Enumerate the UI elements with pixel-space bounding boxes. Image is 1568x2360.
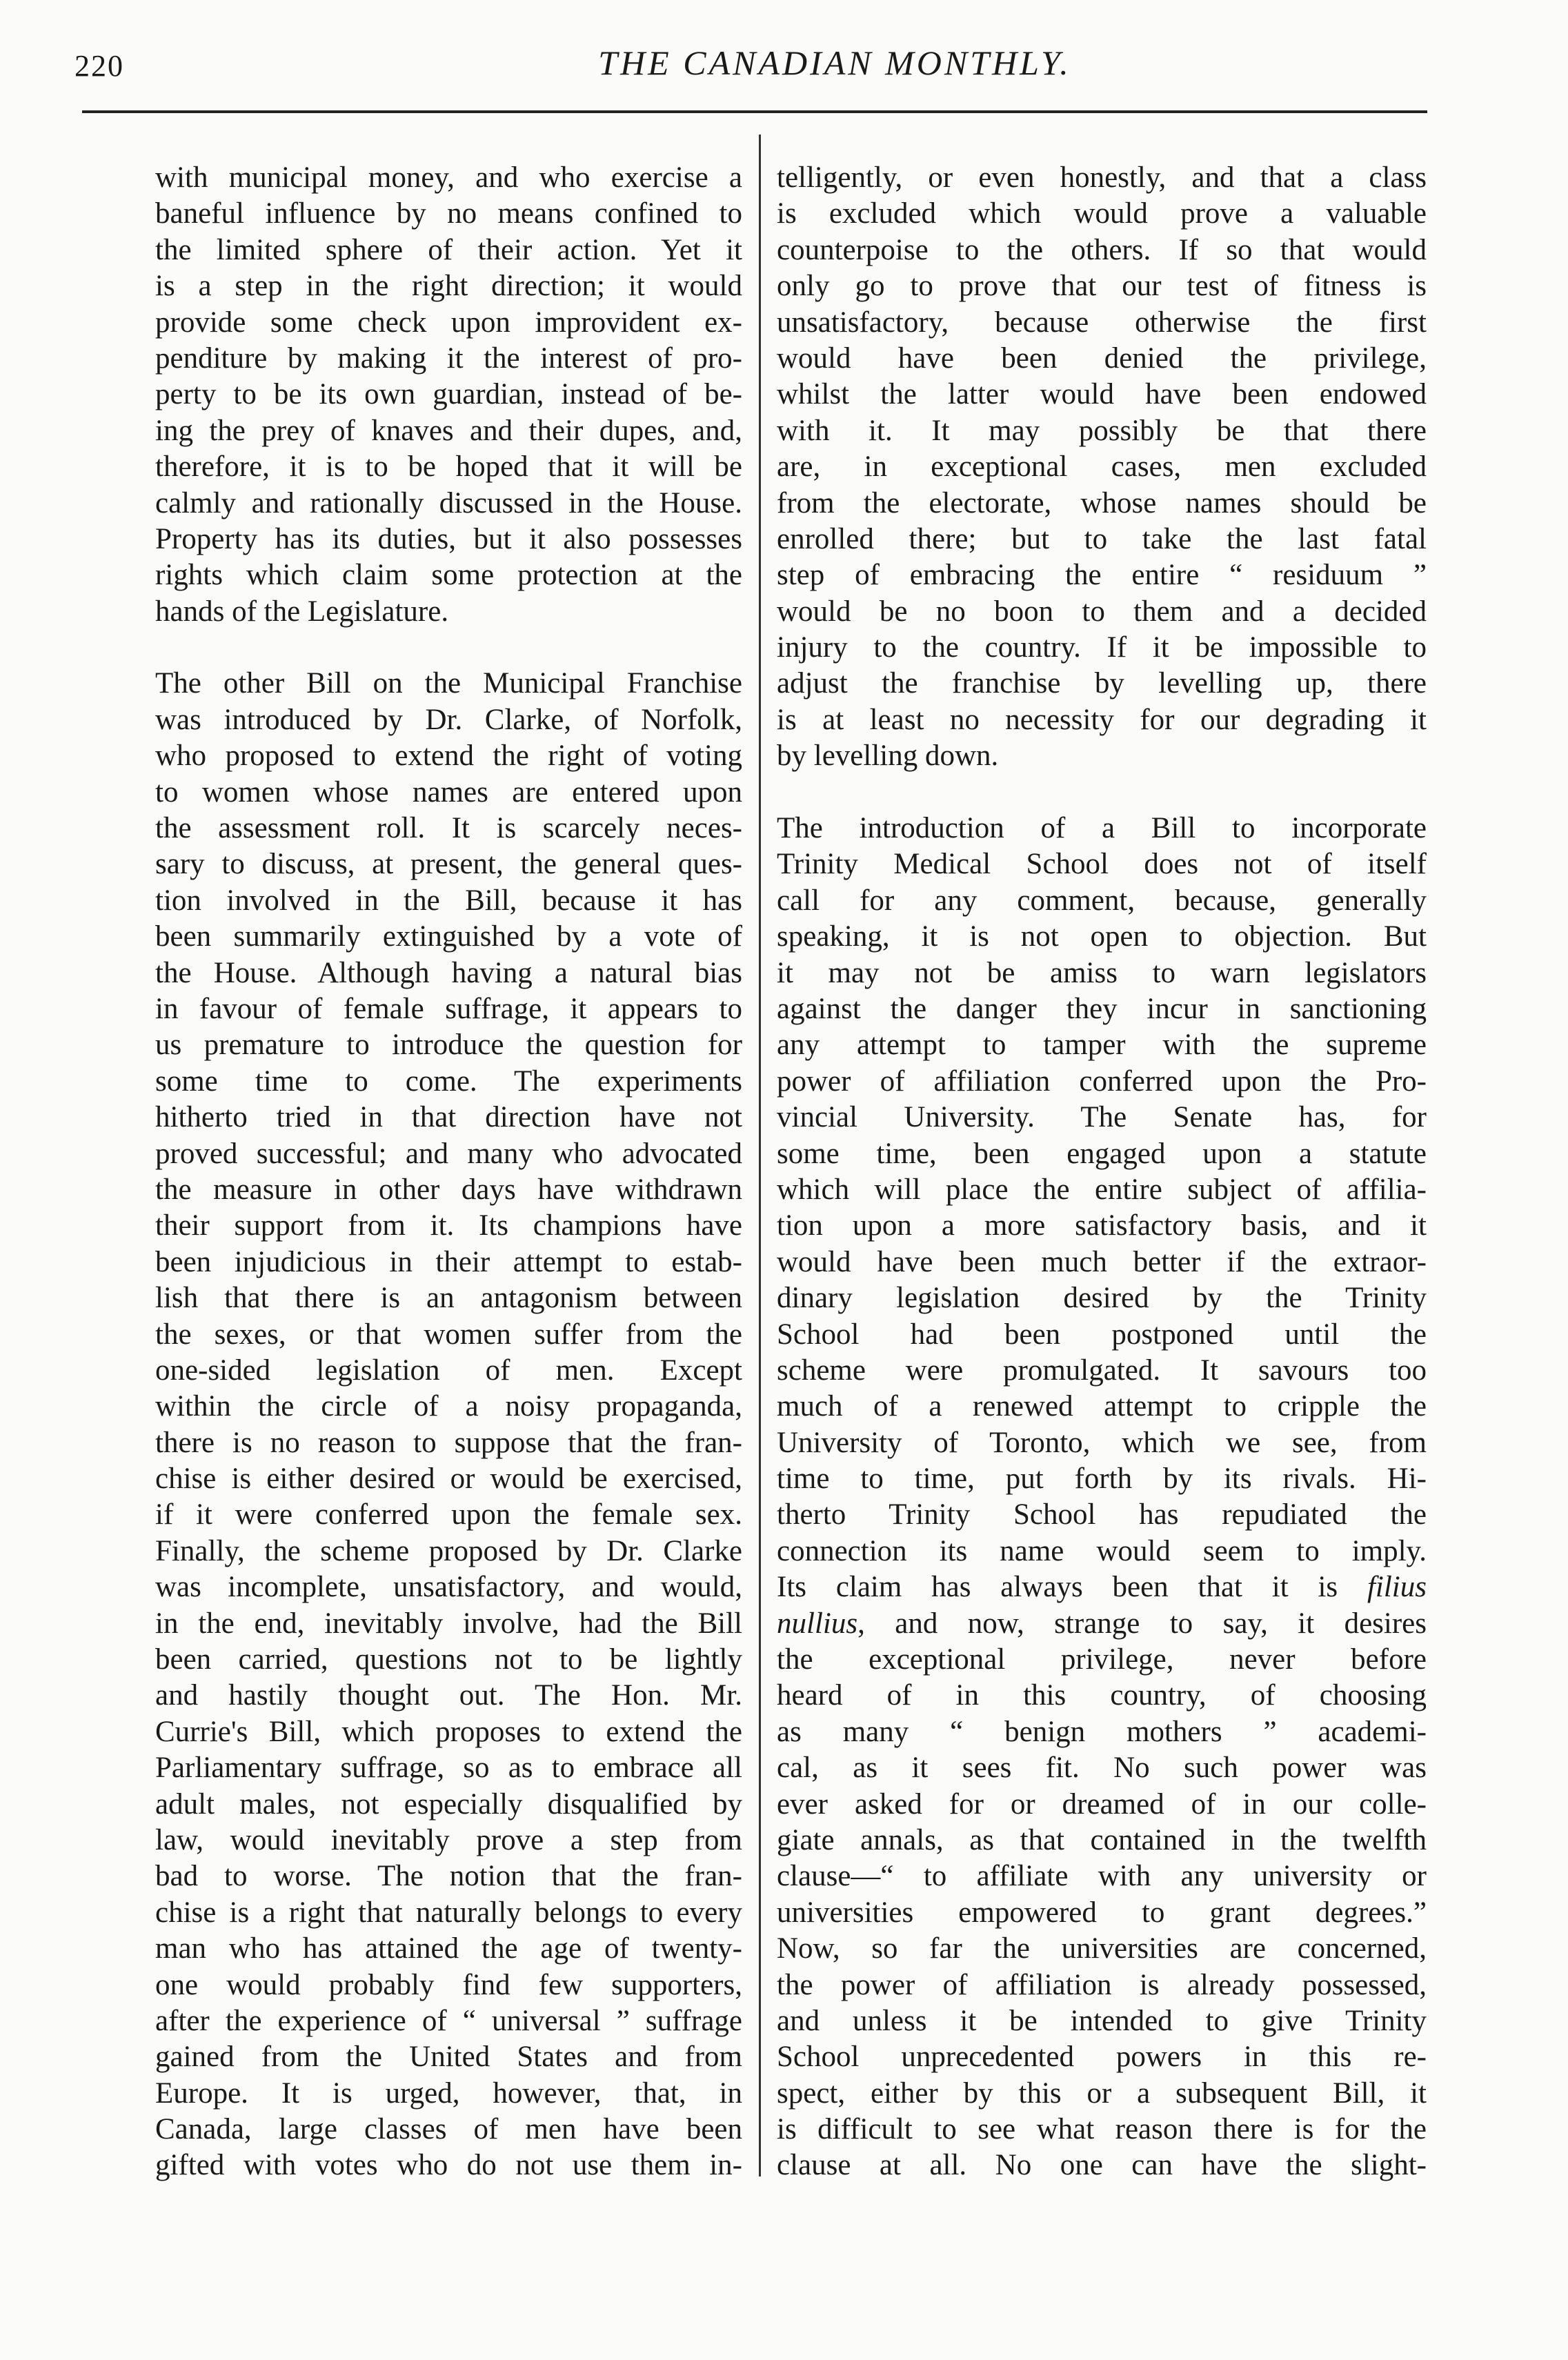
text-line: after the experience of “ universal ” suffrage: [155, 2004, 742, 2037]
text-line: the assessment roll. It is scarcely neces-: [155, 812, 742, 845]
text-line: gained from the United States and from: [155, 2041, 742, 2074]
text-line: and hastily thought out. The Hon. Mr.: [155, 1679, 742, 1712]
text-line: with municipal money, and who exercise a: [155, 161, 742, 194]
text-line: gifted with votes who do not use them in-: [155, 2149, 742, 2182]
italic-text: nullius: [777, 1607, 858, 1640]
text-line: Finally, the scheme proposed by Dr. Clarke: [155, 1534, 742, 1567]
text-line: by levelling down.: [777, 740, 999, 773]
text-line: scheme were promulgated. It savours too: [777, 1353, 1427, 1387]
text-line: is difficult to see what reason there is for the: [777, 2113, 1427, 2146]
text-line: The other Bill on the Municipal Franchise: [155, 667, 742, 700]
paragraph-break: [777, 775, 1427, 811]
header-rule: [82, 110, 1427, 113]
text-line: it may not be amiss to warn legislators: [777, 956, 1427, 989]
text-line: the sexes, or that women suffer from the: [155, 1318, 742, 1351]
text-line: Parliamentary suffrage, so as to embrace all: [155, 1752, 742, 1785]
paragraph-break: [155, 630, 742, 666]
text-line: tion upon a more satisfactory basis, and it: [777, 1209, 1427, 1242]
text-line: Its claim has always been that it is filius: [777, 1571, 1427, 1604]
text-line: chise is a right that naturally belongs to every: [155, 1896, 742, 1929]
text-line: the power of affiliation is already possessed,: [777, 1968, 1427, 2001]
text-line: proved successful; and many who advocated: [155, 1137, 742, 1170]
text-line: telligently, or even honestly, and that a class: [777, 161, 1427, 194]
text-line: heard of in this country, of choosing: [777, 1679, 1427, 1712]
text-line: Property has its duties, but it also possesses: [155, 522, 742, 555]
text-line: cal, as it sees fit. No such power was: [777, 1752, 1427, 1785]
text-line: School had been postponed until the: [777, 1318, 1427, 1351]
text-line: and unless it be intended to give Trinity: [777, 2004, 1427, 2037]
text-line: the exceptional privilege, never before: [777, 1643, 1427, 1676]
left-column: [155, 160, 742, 2184]
text-line: sary to discuss, at present, the general ques-: [155, 848, 742, 881]
text-line: step of embracing the entire “ residuum ”: [777, 559, 1427, 592]
text-line: chise is either desired or would be exercised,: [155, 1462, 742, 1496]
text-line: penditure by making it the interest of pro-: [155, 341, 742, 375]
text-line: are, in exceptional cases, men excluded: [777, 450, 1427, 484]
text-line: would be no boon to them and a decided: [777, 595, 1427, 628]
text-line: one would probably find few supporters,: [155, 1968, 742, 2001]
text-line: calmly and rationally discussed in the House.: [155, 486, 742, 519]
text-line: clause at all. No one can have the slight-: [777, 2149, 1427, 2182]
text-line: giate annals, as that contained in the twelfth: [777, 1823, 1427, 1856]
text-line: enrolled there; but to take the last fatal: [777, 522, 1427, 555]
text-line: adjust the franchise by levelling up, there: [777, 667, 1427, 700]
text-line: against the danger they incur in sanctioning: [777, 992, 1427, 1025]
text-line: to women whose names are entered upon: [155, 775, 742, 809]
text-line: universities empowered to grant degrees.”: [777, 1896, 1427, 1929]
right-column: [777, 160, 1427, 2184]
text-line: the House. Although having a natural bias: [155, 956, 742, 989]
text-line: ever asked for or dreamed of in our colle-: [777, 1787, 1427, 1821]
text-line: power of affiliation conferred upon the Pro-: [777, 1064, 1427, 1098]
text-line: us premature to introduce the question for: [155, 1029, 742, 1062]
text-line: call for any comment, because, generally: [777, 884, 1427, 917]
text-line: speaking, it is not open to objection. But: [777, 920, 1427, 953]
text-line: School unprecedented powers in this re-: [777, 2041, 1427, 2074]
text-line: there is no reason to suppose that the fran-: [155, 1426, 742, 1459]
text-line: with it. It may possibly be that there: [777, 414, 1427, 447]
text-line: Canada, large classes of men have been: [155, 2113, 742, 2146]
text-line: whilst the latter would have been endowed: [777, 378, 1427, 411]
text-line: in the end, inevitably involve, had the Bill: [155, 1607, 742, 1640]
text-line: some time, been engaged upon a statute: [777, 1137, 1427, 1170]
text-line: in favour of female suffrage, it appears to: [155, 992, 742, 1025]
text-line: if it were conferred upon the female sex.: [155, 1498, 742, 1531]
text-line: unsatisfactory, because otherwise the first: [777, 306, 1427, 339]
text-line: their support from it. Its champions have: [155, 1209, 742, 1242]
text-line: vincial University. The Senate has, for: [777, 1101, 1427, 1134]
text-line: only go to prove that our test of fitness is: [777, 270, 1427, 303]
text-line: hitherto tried in that direction have not: [155, 1101, 742, 1134]
text-line: is at least no necessity for our degrading it: [777, 703, 1427, 736]
text-line: baneful influence by no means confined to: [155, 197, 742, 230]
text-line: lish that there is an antagonism between: [155, 1282, 742, 1315]
text-line: clause—“ to affiliate with any university or: [777, 1860, 1427, 1893]
text-line: is a step in the right direction; it would: [155, 270, 742, 303]
text-line: which will place the entire subject of affilia-: [777, 1173, 1427, 1206]
text-line: was introduced by Dr. Clarke, of Norfolk,: [155, 703, 742, 736]
text-line: The introduction of a Bill to incorporate: [777, 812, 1427, 845]
text-line: some time to come. The experiments: [155, 1064, 742, 1098]
text-line: spect, either by this or a subsequent Bill, it: [777, 2076, 1427, 2110]
text-line: tion involved in the Bill, because it has: [155, 884, 742, 917]
text-line: much of a renewed attempt to cripple the: [777, 1390, 1427, 1423]
text-line: from the electorate, whose names should be: [777, 486, 1427, 519]
text-line: dinary legislation desired by the Trinity: [777, 1282, 1427, 1315]
text-line: bad to worse. The notion that the fran-: [155, 1860, 742, 1893]
text-line: the limited sphere of their action. Yet it: [155, 233, 742, 266]
text-line: was incomplete, unsatisfactory, and would,: [155, 1571, 742, 1604]
text-line: therto Trinity School has repudiated the: [777, 1498, 1427, 1531]
page-number: 220: [75, 49, 124, 83]
text-line: who proposed to extend the right of voting: [155, 740, 742, 773]
italic-text: filius: [1367, 1571, 1427, 1604]
text-line: nullius, and now, strange to say, it desires: [777, 1607, 1427, 1640]
text-line: within the circle of a noisy propaganda,: [155, 1390, 742, 1423]
text-line: law, would inevitably prove a step from: [155, 1823, 742, 1856]
text-line: would have been much better if the extraor-: [777, 1245, 1427, 1278]
text-line: would have been denied the privilege,: [777, 341, 1427, 375]
text-line: Now, so far the universities are concerned,: [777, 1932, 1427, 1965]
text-line: been summarily extinguished by a vote of: [155, 920, 742, 953]
text-line: ing the prey of knaves and their dupes, and,: [155, 414, 742, 447]
text-line: Europe. It is urged, however, that, in: [155, 2076, 742, 2110]
text-line: Trinity Medical School does not of itself: [777, 848, 1427, 881]
text-line: any attempt to tamper with the supreme: [777, 1029, 1427, 1062]
text-line: therefore, it is to be hoped that it will be: [155, 450, 742, 484]
text-line: connection its name would seem to imply.: [777, 1534, 1427, 1567]
text-line: injury to the country. If it be impossible to: [777, 631, 1427, 664]
text-line: time to time, put forth by its rivals. Hi-: [777, 1462, 1427, 1496]
text-line: one-sided legislation of men. Except: [155, 1353, 742, 1387]
column-divider: [759, 135, 761, 2176]
text-line: perty to be its own guardian, instead of be-: [155, 378, 742, 411]
text-line: the measure in other days have withdrawn: [155, 1173, 742, 1206]
text-line: hands of the Legislature.: [155, 595, 449, 628]
text-line: adult males, not especially disqualified by: [155, 1787, 742, 1821]
text-line: counterpoise to the others. If so that would: [777, 233, 1427, 266]
running-title: THE CANADIAN MONTHLY.: [598, 43, 1071, 82]
text-line: Currie's Bill, which proposes to extend the: [155, 1715, 742, 1748]
text-line: man who has attained the age of twenty-: [155, 1932, 742, 1965]
text-line: provide some check upon improvident ex-: [155, 306, 742, 339]
text-line: as many “ benign mothers ” academi-: [777, 1715, 1427, 1748]
text-line: University of Toronto, which we see, from: [777, 1426, 1427, 1459]
text-line: been carried, questions not to be lightly: [155, 1643, 742, 1676]
text-line: been injudicious in their attempt to estab-: [155, 1245, 742, 1278]
text-line: is excluded which would prove a valuable: [777, 197, 1427, 230]
text-line: rights which claim some protection at the: [155, 559, 742, 592]
